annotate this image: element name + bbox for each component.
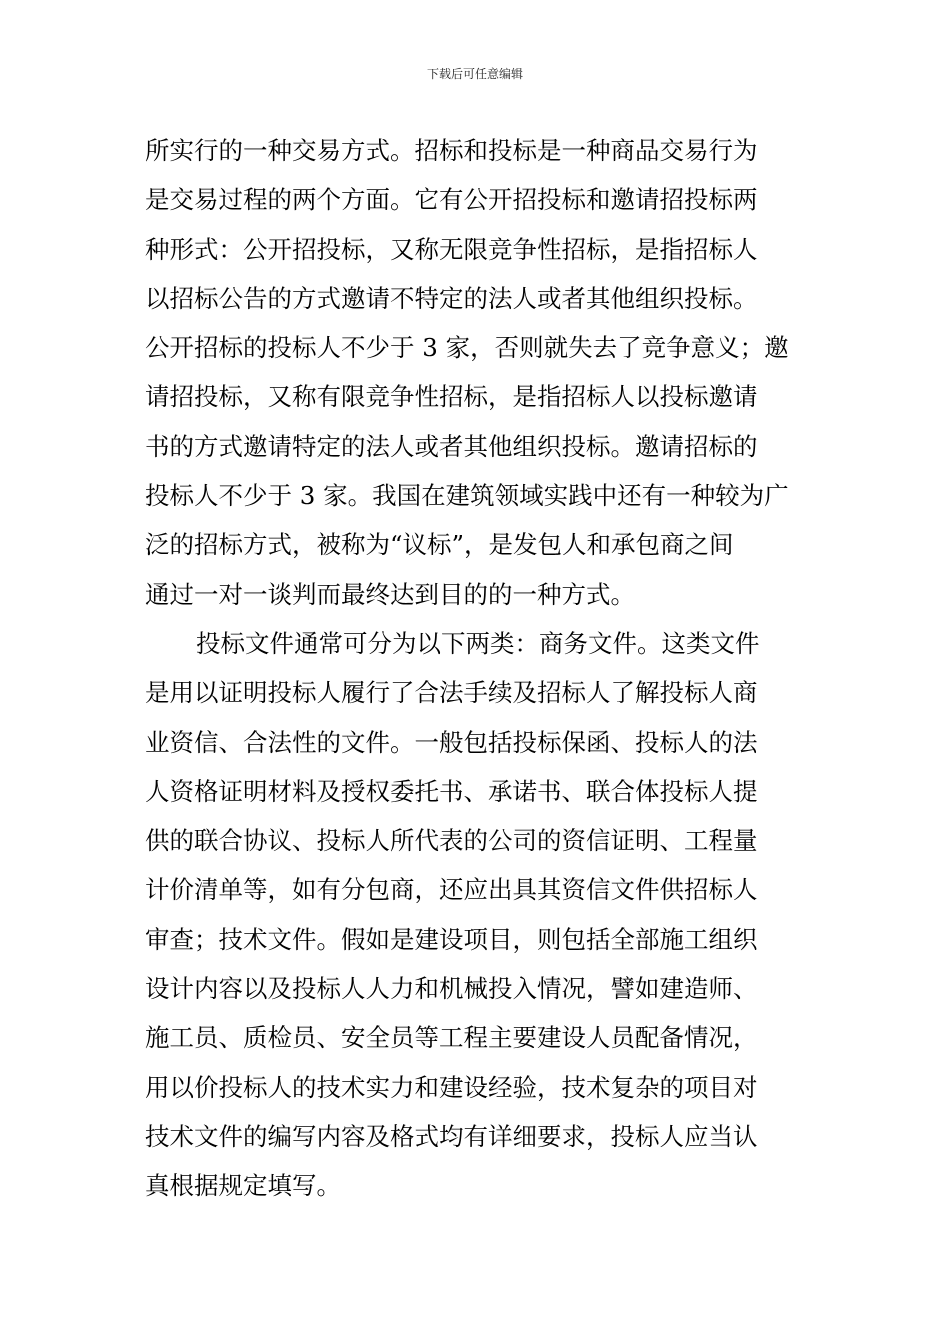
text-line: 请招投标，又称有限竞争性招标，是指招标人以投标邀请 <box>145 382 758 412</box>
text-line: 投标人不少于 3 家。我国在建筑领域实践中还有一种较为广 <box>145 481 789 511</box>
paragraph-1 <box>145 126 807 619</box>
paragraph-2 <box>145 619 807 1211</box>
text-line: 技术文件的编写内容及格式均有详细要求，投标人应当认 <box>145 1121 758 1151</box>
text-line: 人资格证明材料及授权委托书、承诺书、联合体投标人提 <box>145 776 758 806</box>
text-line: 泛的招标方式，被称为“议标”，是发包人和承包商之间 <box>145 530 734 560</box>
text-line: 施工员、质检员、安全员等工程主要建设人员配备情况， <box>145 1023 758 1053</box>
text-line: 设计内容以及投标人人力和机械投入情况，譬如建造师、 <box>145 974 758 1004</box>
text-line: 书的方式邀请特定的法人或者其他组织投标。邀请招标的 <box>145 431 758 461</box>
text-line: 是用以证明投标人履行了合法手续及招标人了解投标人商 <box>145 678 758 708</box>
text-line: 以招标公告的方式邀请不特定的法人或者其他组织投标。 <box>145 283 758 313</box>
text-line: 所实行的一种交易方式。招标和投标是一种商品交易行为 <box>145 136 758 165</box>
text-line: 公开招标的投标人不少于 3 家，否则就失去了竞争意义；邀 <box>145 333 789 363</box>
text-line: 计价清单等，如有分包商，还应出具其资信文件供招标人 <box>145 875 758 905</box>
text-line: 投标文件通常可分为以下两类：商务文件。这类文件 <box>196 628 760 658</box>
text-line: 审查；技术文件。假如是建设项目，则包括全部施工组织 <box>145 924 758 954</box>
text-line: 真根据规定填写。 <box>145 1171 341 1201</box>
document-body <box>145 126 807 1211</box>
text-line: 业资信、合法性的文件。一般包括投标保函、投标人的法 <box>145 727 758 757</box>
text-line: 通过一对一谈判而最终达到目的的一种方式。 <box>145 579 635 609</box>
text-line: 用以价投标人的技术实力和建设经验，技术复杂的项目对 <box>145 1072 758 1102</box>
text-line: 种形式：公开招投标，又称无限竞争性招标，是指招标人 <box>145 234 758 264</box>
page-header: 下载后可任意编辑 <box>426 67 523 81</box>
text-line: 供的联合协议、投标人所代表的公司的资信证明、工程量 <box>145 826 758 856</box>
text-line: 是交易过程的两个方面。它有公开招投标和邀请招投标两 <box>145 185 758 215</box>
